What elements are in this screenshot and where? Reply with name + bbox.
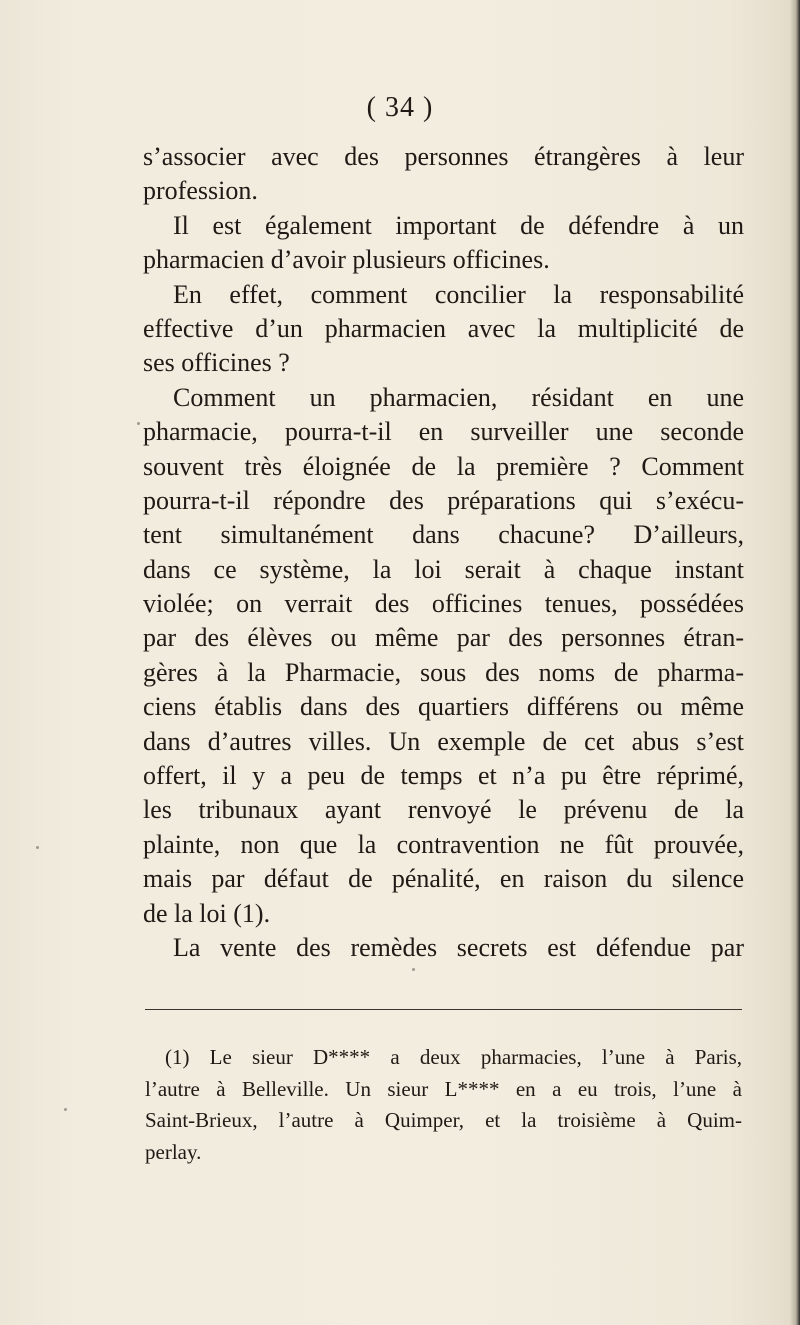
text-line: pharmacien d’avoir plusieurs officines. [143,245,550,275]
text-line: violée; on verrait des officines tenues, possédées [143,589,744,619]
footnote [145,1042,742,1168]
text-line: En effet, comment concilier la responsabilité [173,279,744,309]
text-line: profession. [143,176,258,206]
paper-speck [36,846,39,849]
text-line: ciens établis dans des quartiers différens ou même [143,692,744,722]
text-line: de la loi (1). [143,898,271,928]
text-line: souvent très éloignée de la première ? Comment [143,451,744,481]
paper-speck [64,1108,67,1111]
page-number: ( 34 ) [366,92,434,123]
text-line: plainte, non que la contravention ne fût prouvée, [143,829,744,859]
text-line: par des élèves ou même par des personnes étran- [143,623,744,653]
text-line: effective d’un pharmacien avec la multiplicité de [143,313,744,343]
body-text [143,140,744,965]
paper-speck [137,422,140,425]
text-line: pourra-t-il répondre des préparations qui s’exécu- [143,485,744,515]
footnote-line: perlay. [145,1139,202,1164]
text-line: dans d’autres villes. Un exemple de cet abus s’est [143,726,744,756]
footnote-line: (1) Le sieur D**** a deux pharmacies, l’une à Paris, [165,1045,742,1069]
text-line: gères à la Pharmacie, sous des noms de pharma- [143,657,744,687]
text-line: Comment un pharmacien, résidant en une [173,382,744,412]
footnote-line: Saint-Brieux, l’autre à Quimper, et la troisième à Quim- [145,1108,742,1132]
text-line: les tribunaux ayant renvoyé le prévenu de la [143,795,744,825]
text-line: tent simultanément dans chacune? D’ailleurs, [143,520,744,550]
text-line: ses officines ? [143,348,290,378]
footnote-divider [145,1009,742,1010]
footnote-line: l’autre à Belleville. Un sieur L**** en a eu trois, l’une à [145,1076,742,1101]
text-line: La vente des remèdes secrets est défendue par [173,932,744,962]
text-line: s’associer avec des personnes étrangères à leur [143,142,744,171]
text-line: dans ce système, la loi serait à chaque instant [143,554,744,584]
paper-speck [412,968,415,971]
page-edge [790,0,800,1325]
text-line: Il est également important de défendre à un [173,210,744,240]
text-line: pharmacie, pourra-t-il en surveiller une seconde [143,417,744,447]
text-line: offert, il y a peu de temps et n’a pu être réprimé, [143,761,744,791]
text-line: mais par défaut de pénalité, en raison du silence [143,864,744,894]
